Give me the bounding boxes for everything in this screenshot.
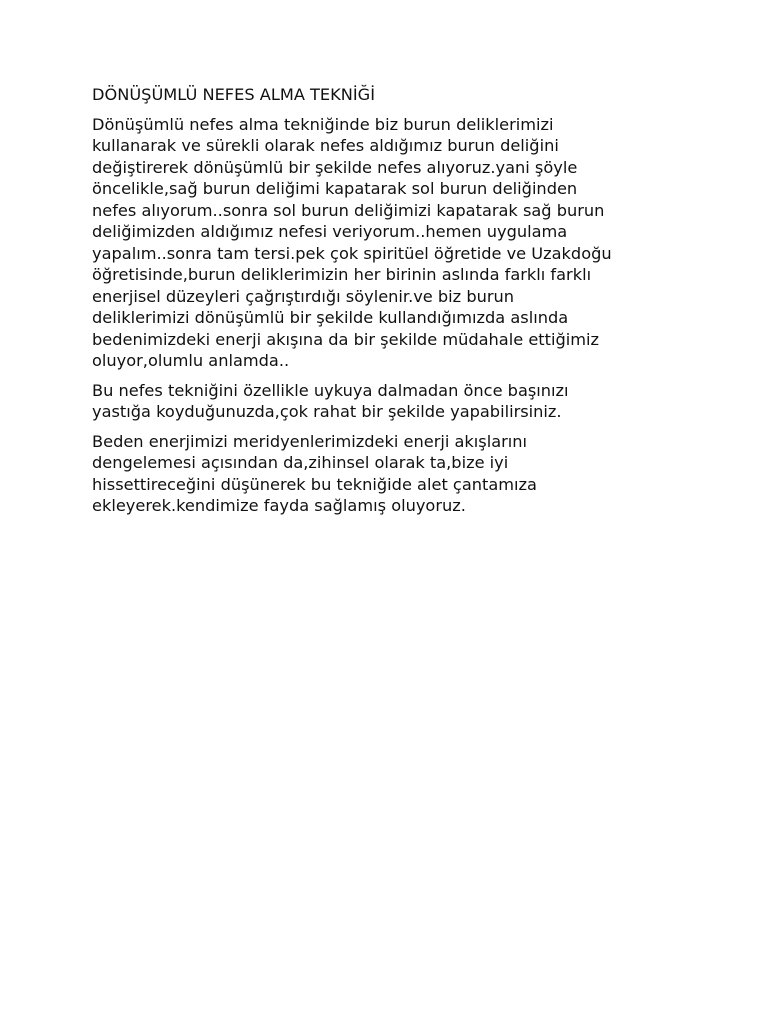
paragraph-bedtime-usage: Bu nefes tekniğini özellikle uykuya dalmadan önce başınızı yastığa koyduğunuzda,çok rahat bir şekilde yapabilirsiniz.: [92, 380, 569, 421]
document-page: [92, 84, 682, 525]
paragraph-technique-description: Dönüşümlü nefes alma tekniğinde biz burun deliklerimizi kullanarak ve sürekli olarak nefes aldığımız burun deliğini değiştirerek dönüşümlü bir şekilde nefes alıyoruz.yani şöyle öncelikle,sağ burun deliğimi kapatarak sol burun deliğinden nefes alıyorum..sonra sol burun deliğimizi kapatarak sağ burun deliğimizden aldığımız nefesi veriyorum..hemen uygulama yapalım..sonra tam tersi.pek çok spiritüel öğretide ve Uzakdoğu öğretisinde,burun deliklerimizin her birinin aslında farklı farklı enerjisel düzeyleri çağrıştırdığı söylenir.ve biz burun deliklerimizi dönüşümlü bir şekilde kullandığımızda aslında bedenimizdeki enerji akışına da bir şekilde müdahale ettiğimiz oluyor,olumlu anlamda..: [92, 114, 612, 370]
document-title: DÖNÜŞÜMLÜ NEFES ALMA TEKNİĞİ: [92, 85, 375, 104]
paragraph-energy-benefit: Beden enerjimizi meridyenlerimizdeki enerji akışlarını dengelemesi açısından da,zihinsel olarak ta,bize iyi hissettireceğini düşünerek bu tekniğide alet çantamıza ekleyerek.kendimize fayda sağlamış oluyoruz.: [92, 431, 537, 515]
